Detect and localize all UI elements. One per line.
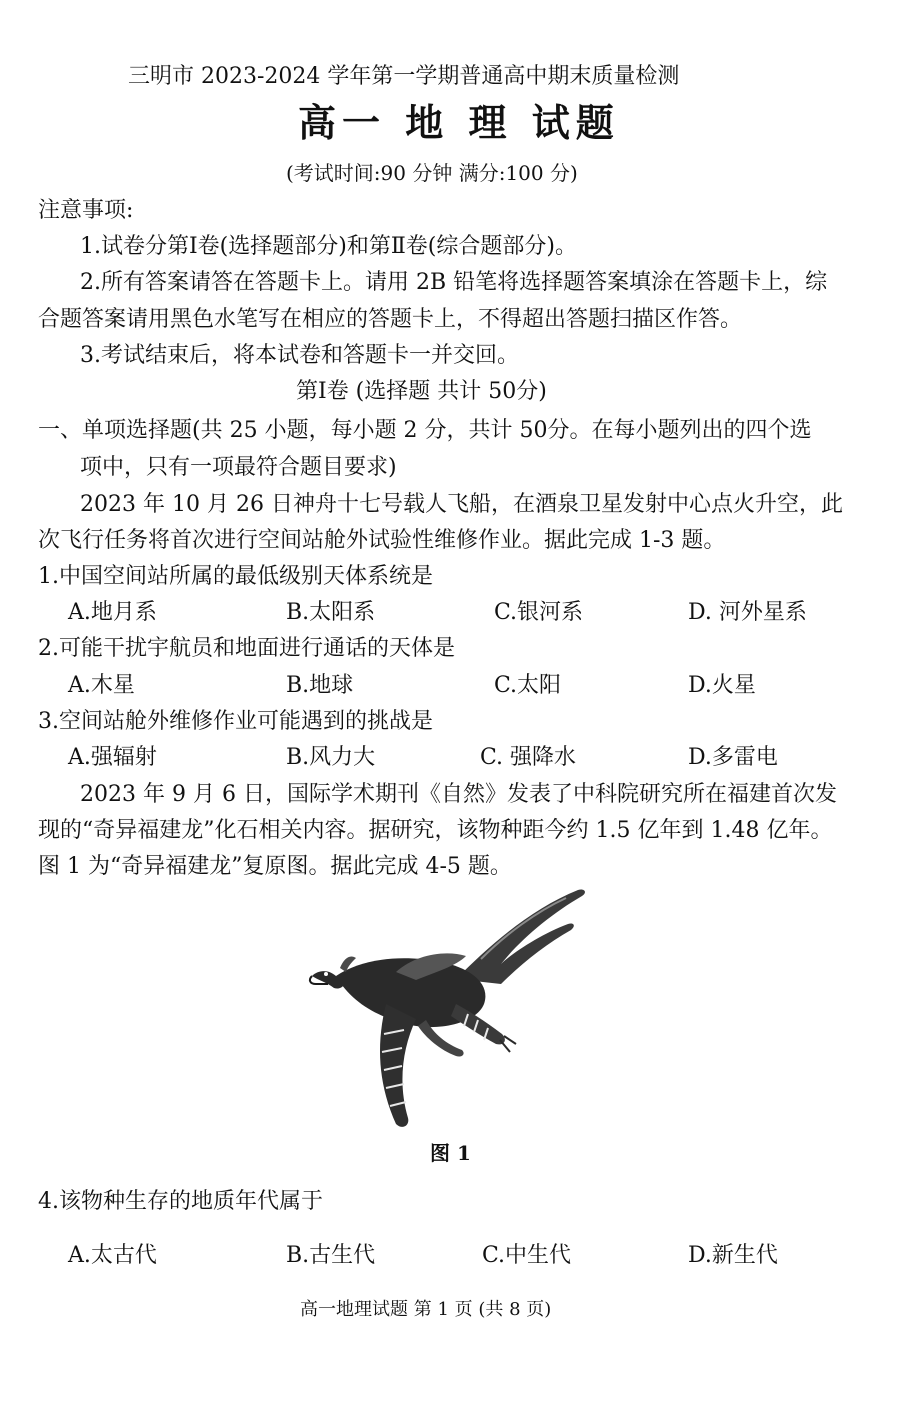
notice-item-2-line-2: 合题答案请用黑色水笔写在相应的答题卡上，不得超出答题扫描区作答。: [38, 307, 743, 332]
question-4-option-a: A.太古代: [68, 1243, 157, 1268]
notice-item-1: 1.试卷分第Ⅰ卷(选择题部分)和第Ⅱ卷(综合题部分)。: [80, 234, 577, 259]
figure-caption: 图 1: [430, 1141, 471, 1165]
question-2-option-c: C.太阳: [494, 673, 562, 698]
passage-1-line-1: 2023 年 10 月 26 日神舟十七号载人飞船，在酒泉卫星发射中心点火升空，此: [80, 492, 843, 517]
question-4-option-d: D.新生代: [688, 1243, 778, 1268]
question-2-option-a: A.木星: [68, 673, 135, 698]
question-4-option-b: B.古生代: [286, 1243, 376, 1268]
question-4-stem: 4.该物种生存的地质年代属于: [38, 1189, 323, 1214]
question-4-option-c: C.中生代: [482, 1243, 572, 1268]
part-1-heading: 第Ⅰ卷 (选择题 共计 50分): [296, 379, 547, 404]
section-1-line-2: 项中，只有一项最符合题目要求): [80, 455, 397, 480]
section-1-line-1: 一、单项选择题(共 25 小题，每小题 2 分，共计 50分。在每小题列出的四个选: [38, 418, 812, 443]
question-3-option-a: A.强辐射: [68, 745, 157, 770]
passage-2-line-2: 现的“奇异福建龙”化石相关内容。据研究，该物种距今约 1.5 亿年到 1.48 亿年。: [38, 818, 833, 843]
question-2-stem: 2.可能干扰宇航员和地面进行通话的天体是: [38, 636, 455, 661]
dinosaur-illustration: [306, 884, 596, 1134]
notice-item-2-line-1: 2.所有答案请答在答题卡上。请用 2B 铅笔将选择题答案填涂在答题卡上，综: [80, 270, 828, 295]
question-3-option-d: D.多雷电: [688, 745, 778, 770]
question-1-stem: 1.中国空间站所属的最低级别天体系统是: [38, 564, 433, 589]
question-3-option-b: B.风力大: [286, 745, 376, 770]
exam-name: 三明市 2023-2024 学年第一学期普通高中期末质量检测: [128, 64, 680, 89]
question-2-option-d: D.火星: [688, 673, 756, 698]
page-title: 高一 地 理 试题: [298, 100, 620, 145]
question-2-option-b: B.地球: [286, 673, 354, 698]
question-1-option-a: A.地月系: [68, 600, 157, 625]
question-1-option-b: B.太阳系: [286, 600, 376, 625]
notice-item-3: 3.考试结束后，将本试卷和答题卡一并交回。: [80, 343, 519, 368]
passage-1-line-2: 次飞行任务将首次进行空间站舱外试验性维修作业。据此完成 1-3 题。: [38, 528, 726, 553]
passage-2-line-1: 2023 年 9 月 6 日，国际学术期刊《自然》发表了中科院研究所在福建首次发: [80, 782, 837, 807]
question-3-stem: 3.空间站舱外维修作业可能遇到的挑战是: [38, 709, 433, 734]
question-1-option-c: C.银河系: [494, 600, 584, 625]
passage-2-line-3: 图 1 为“奇异福建龙”复原图。据此完成 4-5 题。: [38, 854, 512, 879]
page-footer: 高一地理试题 第 1 页 (共 8 页): [300, 1299, 552, 1320]
exam-time-info: (考试时间:90 分钟 满分:100 分): [286, 161, 578, 185]
question-1-option-d: D. 河外星系: [688, 600, 807, 625]
notice-heading: 注意事项:: [38, 198, 134, 223]
question-3-option-c: C. 强降水: [480, 745, 577, 770]
